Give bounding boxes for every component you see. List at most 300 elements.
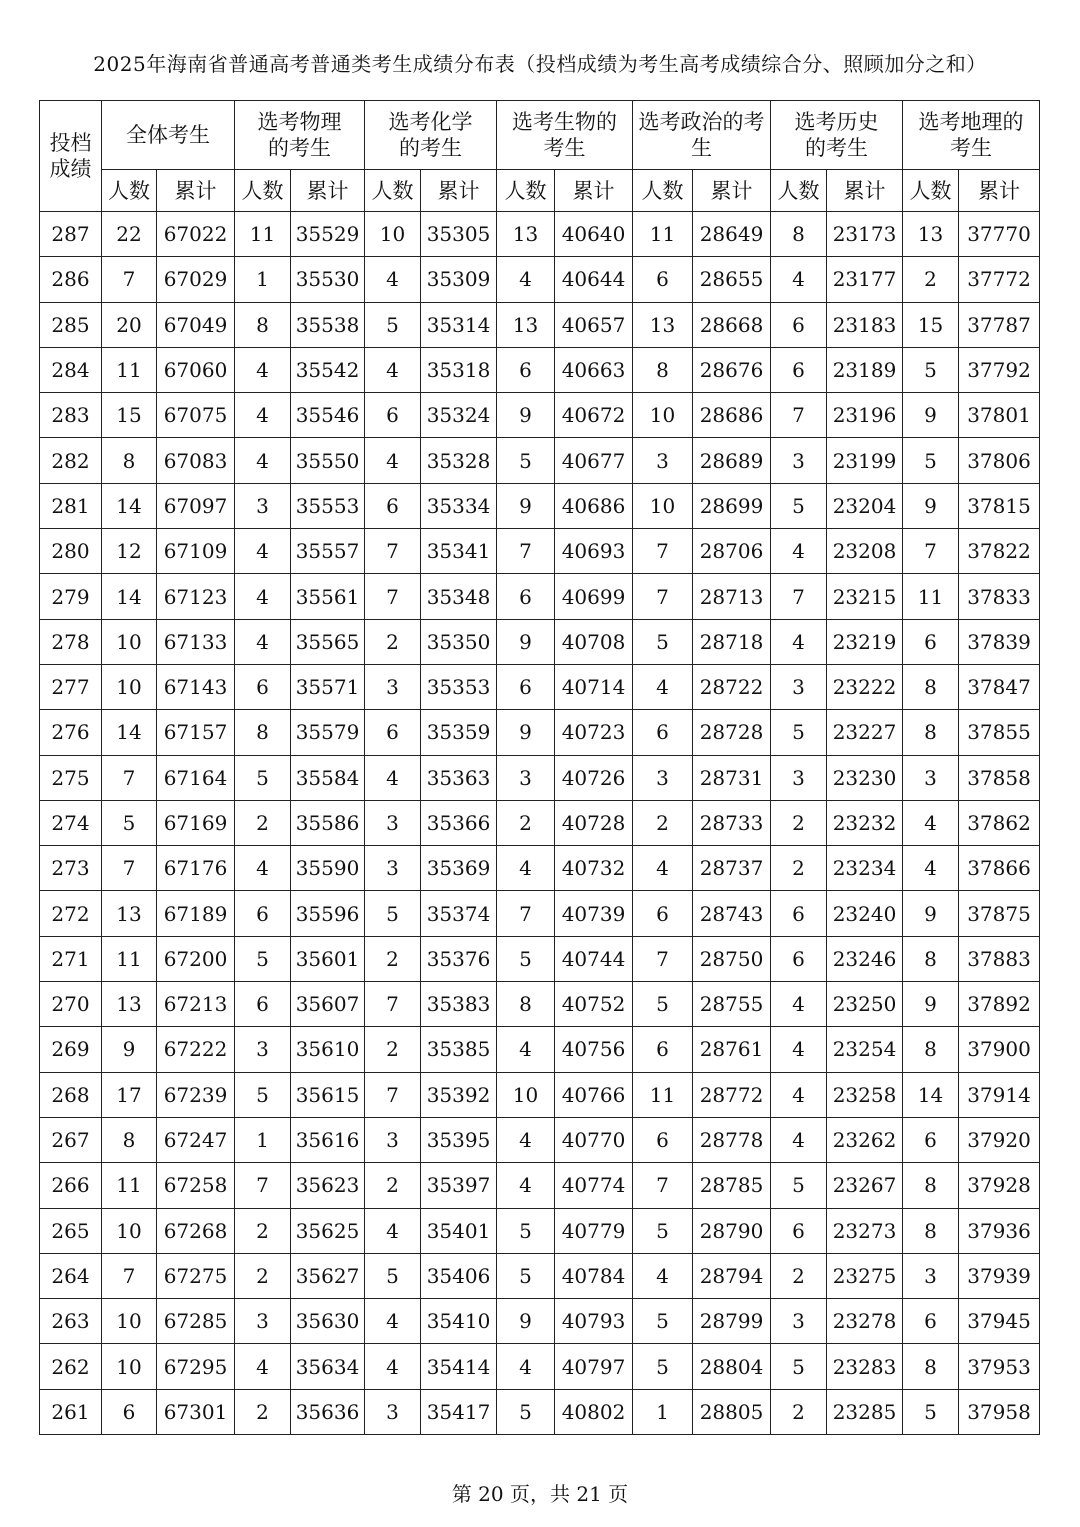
cell-chemistry-cumulative: 35334 — [421, 483, 497, 528]
sub-header-cumulative: 累计 — [421, 170, 497, 212]
cell-politics-count: 5 — [633, 1208, 693, 1253]
cell-all-cumulative: 67029 — [157, 257, 235, 302]
cell-politics-cumulative: 28686 — [693, 393, 771, 438]
table-row — [40, 212, 1040, 257]
table-row — [40, 574, 1040, 619]
cell-physics-count: 5 — [235, 755, 291, 800]
cell-chemistry-count: 3 — [365, 846, 421, 891]
cell-politics-cumulative: 28733 — [693, 800, 771, 845]
cell-history-cumulative: 23219 — [827, 619, 903, 664]
cell-chemistry-count: 3 — [365, 664, 421, 709]
cell-physics-cumulative: 35586 — [291, 800, 365, 845]
cell-chemistry-cumulative: 35314 — [421, 302, 497, 347]
page-footer: 第 20 页，共 21 页 — [451, 1482, 629, 1506]
cell-history-cumulative: 23196 — [827, 393, 903, 438]
cell-physics-cumulative: 35623 — [291, 1163, 365, 1208]
cell-geography-cumulative: 37936 — [959, 1208, 1040, 1253]
cell-biology-cumulative: 40640 — [555, 212, 633, 257]
cell-physics-count: 11 — [235, 212, 291, 257]
cell-all-cumulative: 67169 — [157, 800, 235, 845]
cell-chemistry-count: 7 — [365, 1072, 421, 1117]
cell-biology-count: 5 — [497, 1389, 555, 1434]
cell-all-cumulative: 67109 — [157, 529, 235, 574]
cell-geography-cumulative: 37822 — [959, 529, 1040, 574]
cell-geography-count: 3 — [903, 755, 959, 800]
cell-biology-count: 3 — [497, 755, 555, 800]
cell-history-count: 5 — [771, 1163, 827, 1208]
cell-history-cumulative: 23258 — [827, 1072, 903, 1117]
cell-history-count: 6 — [771, 1208, 827, 1253]
cell-history-count: 2 — [771, 846, 827, 891]
cell-score: 285 — [40, 302, 102, 347]
cell-politics-cumulative: 28731 — [693, 755, 771, 800]
table-row — [40, 982, 1040, 1027]
cell-chemistry-count: 4 — [365, 1208, 421, 1253]
cell-score: 284 — [40, 347, 102, 392]
cell-politics-count: 6 — [633, 1027, 693, 1072]
cell-biology-cumulative: 40663 — [555, 347, 633, 392]
cell-all-cumulative: 67164 — [157, 755, 235, 800]
cell-history-cumulative: 23240 — [827, 891, 903, 936]
cell-geography-cumulative: 37958 — [959, 1389, 1040, 1434]
cell-geography-cumulative: 37855 — [959, 710, 1040, 755]
cell-physics-cumulative: 35571 — [291, 664, 365, 709]
cell-geography-count: 6 — [903, 1117, 959, 1162]
cell-geography-count: 11 — [903, 574, 959, 619]
cell-chemistry-count: 4 — [365, 347, 421, 392]
cell-politics-count: 2 — [633, 800, 693, 845]
cell-physics-cumulative: 35561 — [291, 574, 365, 619]
cell-geography-count: 5 — [903, 1389, 959, 1434]
cell-score: 269 — [40, 1027, 102, 1072]
cell-chemistry-cumulative: 35374 — [421, 891, 497, 936]
cell-score: 273 — [40, 846, 102, 891]
cell-geography-cumulative: 37806 — [959, 438, 1040, 483]
cell-history-count: 2 — [771, 1389, 827, 1434]
cell-all-cumulative: 67133 — [157, 619, 235, 664]
cell-physics-cumulative: 35538 — [291, 302, 365, 347]
cell-all-count: 14 — [102, 483, 157, 528]
cell-geography-cumulative: 37787 — [959, 302, 1040, 347]
cell-score: 272 — [40, 891, 102, 936]
cell-history-count: 6 — [771, 891, 827, 936]
table-row — [40, 1208, 1040, 1253]
cell-score: 274 — [40, 800, 102, 845]
cell-politics-cumulative: 28790 — [693, 1208, 771, 1253]
cell-physics-cumulative: 35610 — [291, 1027, 365, 1072]
cell-physics-cumulative: 35596 — [291, 891, 365, 936]
cell-history-count: 4 — [771, 1072, 827, 1117]
cell-history-cumulative: 23183 — [827, 302, 903, 347]
cell-biology-cumulative: 40756 — [555, 1027, 633, 1072]
cell-score: 283 — [40, 393, 102, 438]
cell-all-count: 12 — [102, 529, 157, 574]
cell-biology-count: 13 — [497, 302, 555, 347]
cell-all-cumulative: 67049 — [157, 302, 235, 347]
cell-politics-cumulative: 28772 — [693, 1072, 771, 1117]
cell-politics-count: 11 — [633, 1072, 693, 1117]
cell-history-count: 2 — [771, 800, 827, 845]
cell-biology-cumulative: 40744 — [555, 936, 633, 981]
cell-politics-count: 4 — [633, 664, 693, 709]
cell-all-cumulative: 67200 — [157, 936, 235, 981]
cell-biology-count: 6 — [497, 574, 555, 619]
cell-history-cumulative: 23275 — [827, 1253, 903, 1298]
cell-physics-count: 1 — [235, 257, 291, 302]
cell-chemistry-count: 4 — [365, 438, 421, 483]
cell-geography-cumulative: 37920 — [959, 1117, 1040, 1162]
cell-all-cumulative: 67157 — [157, 710, 235, 755]
cell-politics-cumulative: 28689 — [693, 438, 771, 483]
cell-politics-count: 10 — [633, 393, 693, 438]
cell-all-cumulative: 67295 — [157, 1344, 235, 1389]
cell-biology-count: 4 — [497, 1163, 555, 1208]
cell-all-count: 10 — [102, 664, 157, 709]
cell-physics-cumulative: 35542 — [291, 347, 365, 392]
cell-all-count: 10 — [102, 1299, 157, 1344]
cell-physics-count: 5 — [235, 1072, 291, 1117]
cell-history-count: 5 — [771, 483, 827, 528]
cell-score: 268 — [40, 1072, 102, 1117]
cell-history-count: 7 — [771, 574, 827, 619]
cell-biology-count: 9 — [497, 393, 555, 438]
sub-header-count: 人数 — [235, 170, 291, 212]
cell-physics-cumulative: 35625 — [291, 1208, 365, 1253]
cell-history-count: 7 — [771, 393, 827, 438]
cell-politics-cumulative: 28668 — [693, 302, 771, 347]
sub-header-count: 人数 — [771, 170, 827, 212]
cell-politics-cumulative: 28737 — [693, 846, 771, 891]
cell-score: 280 — [40, 529, 102, 574]
cell-politics-cumulative: 28718 — [693, 619, 771, 664]
cell-biology-cumulative: 40774 — [555, 1163, 633, 1208]
cell-score: 265 — [40, 1208, 102, 1253]
cell-biology-cumulative: 40657 — [555, 302, 633, 347]
cell-geography-cumulative: 37883 — [959, 936, 1040, 981]
cell-score: 261 — [40, 1389, 102, 1434]
cell-biology-cumulative: 40699 — [555, 574, 633, 619]
cell-politics-count: 13 — [633, 302, 693, 347]
cell-biology-cumulative: 40672 — [555, 393, 633, 438]
cell-biology-count: 4 — [497, 1344, 555, 1389]
cell-politics-cumulative: 28676 — [693, 347, 771, 392]
cell-physics-cumulative: 35529 — [291, 212, 365, 257]
cell-chemistry-count: 5 — [365, 1253, 421, 1298]
cell-chemistry-count: 3 — [365, 800, 421, 845]
cell-physics-count: 2 — [235, 1389, 291, 1434]
cell-physics-cumulative: 35546 — [291, 393, 365, 438]
cell-physics-count: 4 — [235, 846, 291, 891]
cell-biology-cumulative: 40723 — [555, 710, 633, 755]
table-row — [40, 891, 1040, 936]
cell-politics-cumulative: 28713 — [693, 574, 771, 619]
cell-chemistry-count: 2 — [365, 1027, 421, 1072]
cell-history-count: 4 — [771, 1027, 827, 1072]
table-row — [40, 1344, 1040, 1389]
cell-physics-count: 3 — [235, 1027, 291, 1072]
cell-politics-count: 7 — [633, 1163, 693, 1208]
cell-politics-cumulative: 28785 — [693, 1163, 771, 1208]
cell-all-count: 14 — [102, 574, 157, 619]
cell-history-cumulative: 23204 — [827, 483, 903, 528]
cell-all-cumulative: 67213 — [157, 982, 235, 1027]
cell-physics-count: 2 — [235, 1253, 291, 1298]
cell-chemistry-cumulative: 35353 — [421, 664, 497, 709]
group-header-politics: 选考政治的考生 — [633, 101, 771, 170]
cell-politics-cumulative: 28761 — [693, 1027, 771, 1072]
cell-history-cumulative: 23285 — [827, 1389, 903, 1434]
cell-physics-count: 4 — [235, 393, 291, 438]
cell-politics-count: 7 — [633, 574, 693, 619]
score-header: 投档成绩 — [40, 101, 102, 212]
cell-politics-count: 4 — [633, 1253, 693, 1298]
cell-physics-count: 1 — [235, 1117, 291, 1162]
cell-all-count: 14 — [102, 710, 157, 755]
cell-biology-cumulative: 40728 — [555, 800, 633, 845]
header-row-groups — [40, 101, 1040, 170]
cell-politics-count: 6 — [633, 257, 693, 302]
cell-geography-count: 4 — [903, 800, 959, 845]
cell-all-count: 22 — [102, 212, 157, 257]
cell-biology-cumulative: 40708 — [555, 619, 633, 664]
cell-chemistry-count: 7 — [365, 574, 421, 619]
cell-biology-count: 4 — [497, 1117, 555, 1162]
cell-physics-count: 3 — [235, 483, 291, 528]
cell-physics-cumulative: 35607 — [291, 982, 365, 1027]
cell-score: 271 — [40, 936, 102, 981]
cell-physics-count: 4 — [235, 619, 291, 664]
cell-geography-count: 8 — [903, 1344, 959, 1389]
cell-history-cumulative: 23254 — [827, 1027, 903, 1072]
cell-politics-cumulative: 28755 — [693, 982, 771, 1027]
cell-history-cumulative: 23283 — [827, 1344, 903, 1389]
cell-chemistry-cumulative: 35363 — [421, 755, 497, 800]
cell-politics-count: 6 — [633, 891, 693, 936]
cell-all-count: 7 — [102, 846, 157, 891]
cell-physics-cumulative: 35615 — [291, 1072, 365, 1117]
cell-score: 278 — [40, 619, 102, 664]
cell-geography-cumulative: 37833 — [959, 574, 1040, 619]
sub-header-cumulative: 累计 — [827, 170, 903, 212]
table-row — [40, 302, 1040, 347]
cell-biology-count: 6 — [497, 664, 555, 709]
cell-history-cumulative: 23222 — [827, 664, 903, 709]
cell-biology-cumulative: 40644 — [555, 257, 633, 302]
table-body — [40, 212, 1040, 1435]
cell-chemistry-count: 4 — [365, 257, 421, 302]
cell-all-cumulative: 67060 — [157, 347, 235, 392]
cell-physics-cumulative: 35636 — [291, 1389, 365, 1434]
cell-politics-count: 6 — [633, 710, 693, 755]
cell-chemistry-count: 5 — [365, 302, 421, 347]
table-row — [40, 846, 1040, 891]
cell-score: 282 — [40, 438, 102, 483]
cell-all-count: 11 — [102, 347, 157, 392]
sub-header-cumulative: 累计 — [959, 170, 1040, 212]
cell-chemistry-cumulative: 35417 — [421, 1389, 497, 1434]
group-header-chemistry: 选考化学的考生 — [365, 101, 497, 170]
cell-score: 276 — [40, 710, 102, 755]
cell-physics-count: 2 — [235, 800, 291, 845]
table-row — [40, 1253, 1040, 1298]
cell-physics-count: 7 — [235, 1163, 291, 1208]
cell-all-count: 17 — [102, 1072, 157, 1117]
cell-geography-count: 2 — [903, 257, 959, 302]
sub-header-cumulative: 累计 — [555, 170, 633, 212]
table-row — [40, 710, 1040, 755]
cell-history-count: 6 — [771, 936, 827, 981]
cell-geography-count: 9 — [903, 393, 959, 438]
cell-chemistry-count: 2 — [365, 936, 421, 981]
cell-all-cumulative: 67285 — [157, 1299, 235, 1344]
cell-physics-count: 4 — [235, 529, 291, 574]
table-row — [40, 1163, 1040, 1208]
cell-all-count: 9 — [102, 1027, 157, 1072]
cell-politics-count: 3 — [633, 438, 693, 483]
table-row — [40, 529, 1040, 574]
cell-score: 277 — [40, 664, 102, 709]
cell-biology-cumulative: 40677 — [555, 438, 633, 483]
cell-physics-cumulative: 35557 — [291, 529, 365, 574]
cell-geography-count: 8 — [903, 664, 959, 709]
cell-politics-count: 11 — [633, 212, 693, 257]
cell-all-cumulative: 67176 — [157, 846, 235, 891]
cell-all-count: 7 — [102, 257, 157, 302]
cell-geography-cumulative: 37892 — [959, 982, 1040, 1027]
cell-physics-count: 3 — [235, 1299, 291, 1344]
cell-all-count: 6 — [102, 1389, 157, 1434]
cell-geography-cumulative: 37858 — [959, 755, 1040, 800]
cell-geography-cumulative: 37875 — [959, 891, 1040, 936]
cell-biology-count: 9 — [497, 710, 555, 755]
cell-history-cumulative: 23208 — [827, 529, 903, 574]
cell-chemistry-count: 3 — [365, 1117, 421, 1162]
cell-geography-count: 15 — [903, 302, 959, 347]
cell-biology-count: 6 — [497, 347, 555, 392]
sub-header-count: 人数 — [497, 170, 555, 212]
cell-biology-count: 9 — [497, 1299, 555, 1344]
cell-biology-cumulative: 40766 — [555, 1072, 633, 1117]
cell-physics-cumulative: 35627 — [291, 1253, 365, 1298]
cell-geography-count: 8 — [903, 1208, 959, 1253]
table-row — [40, 936, 1040, 981]
cell-score: 281 — [40, 483, 102, 528]
cell-all-cumulative: 67268 — [157, 1208, 235, 1253]
cell-history-cumulative: 23250 — [827, 982, 903, 1027]
cell-biology-count: 5 — [497, 936, 555, 981]
table-row — [40, 393, 1040, 438]
cell-politics-cumulative: 28805 — [693, 1389, 771, 1434]
cell-politics-count: 5 — [633, 1299, 693, 1344]
cell-physics-count: 5 — [235, 936, 291, 981]
cell-history-count: 4 — [771, 257, 827, 302]
cell-biology-count: 5 — [497, 1208, 555, 1253]
cell-chemistry-cumulative: 35348 — [421, 574, 497, 619]
cell-score: 263 — [40, 1299, 102, 1344]
table-row — [40, 755, 1040, 800]
cell-geography-count: 6 — [903, 1299, 959, 1344]
cell-geography-count: 4 — [903, 846, 959, 891]
cell-politics-cumulative: 28743 — [693, 891, 771, 936]
cell-geography-count: 14 — [903, 1072, 959, 1117]
cell-biology-cumulative: 40714 — [555, 664, 633, 709]
table-row — [40, 1027, 1040, 1072]
cell-geography-cumulative: 37770 — [959, 212, 1040, 257]
cell-geography-cumulative: 37939 — [959, 1253, 1040, 1298]
cell-politics-cumulative: 28778 — [693, 1117, 771, 1162]
cell-geography-count: 8 — [903, 936, 959, 981]
cell-history-cumulative: 23173 — [827, 212, 903, 257]
cell-geography-count: 8 — [903, 1027, 959, 1072]
cell-physics-cumulative: 35616 — [291, 1117, 365, 1162]
cell-chemistry-cumulative: 35383 — [421, 982, 497, 1027]
cell-history-cumulative: 23273 — [827, 1208, 903, 1253]
cell-all-count: 20 — [102, 302, 157, 347]
cell-biology-count: 10 — [497, 1072, 555, 1117]
cell-biology-cumulative: 40770 — [555, 1117, 633, 1162]
cell-biology-cumulative: 40779 — [555, 1208, 633, 1253]
cell-politics-count: 5 — [633, 619, 693, 664]
cell-chemistry-cumulative: 35397 — [421, 1163, 497, 1208]
cell-chemistry-cumulative: 35328 — [421, 438, 497, 483]
cell-biology-cumulative: 40802 — [555, 1389, 633, 1434]
cell-history-count: 6 — [771, 302, 827, 347]
cell-score: 266 — [40, 1163, 102, 1208]
cell-chemistry-cumulative: 35305 — [421, 212, 497, 257]
cell-all-count: 15 — [102, 393, 157, 438]
group-header-biology: 选考生物的考生 — [497, 101, 633, 170]
cell-politics-cumulative: 28728 — [693, 710, 771, 755]
cell-physics-cumulative: 35584 — [291, 755, 365, 800]
cell-geography-cumulative: 37953 — [959, 1344, 1040, 1389]
cell-score: 264 — [40, 1253, 102, 1298]
cell-politics-count: 5 — [633, 982, 693, 1027]
cell-geography-count: 9 — [903, 483, 959, 528]
cell-all-cumulative: 67239 — [157, 1072, 235, 1117]
cell-chemistry-count: 10 — [365, 212, 421, 257]
sub-header-cumulative: 累计 — [291, 170, 365, 212]
table-row — [40, 619, 1040, 664]
cell-biology-count: 13 — [497, 212, 555, 257]
cell-geography-cumulative: 37900 — [959, 1027, 1040, 1072]
group-header-geography: 选考地理的考生 — [903, 101, 1040, 170]
cell-all-cumulative: 67222 — [157, 1027, 235, 1072]
cell-biology-cumulative: 40793 — [555, 1299, 633, 1344]
table-row — [40, 438, 1040, 483]
table-row — [40, 1299, 1040, 1344]
table-row — [40, 483, 1040, 528]
cell-history-count: 6 — [771, 347, 827, 392]
cell-all-cumulative: 67247 — [157, 1117, 235, 1162]
cell-chemistry-cumulative: 35385 — [421, 1027, 497, 1072]
cell-biology-cumulative: 40732 — [555, 846, 633, 891]
cell-history-count: 8 — [771, 212, 827, 257]
cell-score: 286 — [40, 257, 102, 302]
cell-chemistry-count: 2 — [365, 1163, 421, 1208]
cell-history-cumulative: 23267 — [827, 1163, 903, 1208]
cell-chemistry-cumulative: 35414 — [421, 1344, 497, 1389]
cell-politics-cumulative: 28799 — [693, 1299, 771, 1344]
cell-physics-cumulative: 35553 — [291, 483, 365, 528]
cell-history-cumulative: 23189 — [827, 347, 903, 392]
cell-physics-count: 8 — [235, 302, 291, 347]
cell-all-count: 8 — [102, 1117, 157, 1162]
cell-biology-cumulative: 40693 — [555, 529, 633, 574]
cell-history-cumulative: 23230 — [827, 755, 903, 800]
cell-politics-cumulative: 28699 — [693, 483, 771, 528]
cell-geography-count: 7 — [903, 529, 959, 574]
sub-header-cumulative: 累计 — [693, 170, 771, 212]
